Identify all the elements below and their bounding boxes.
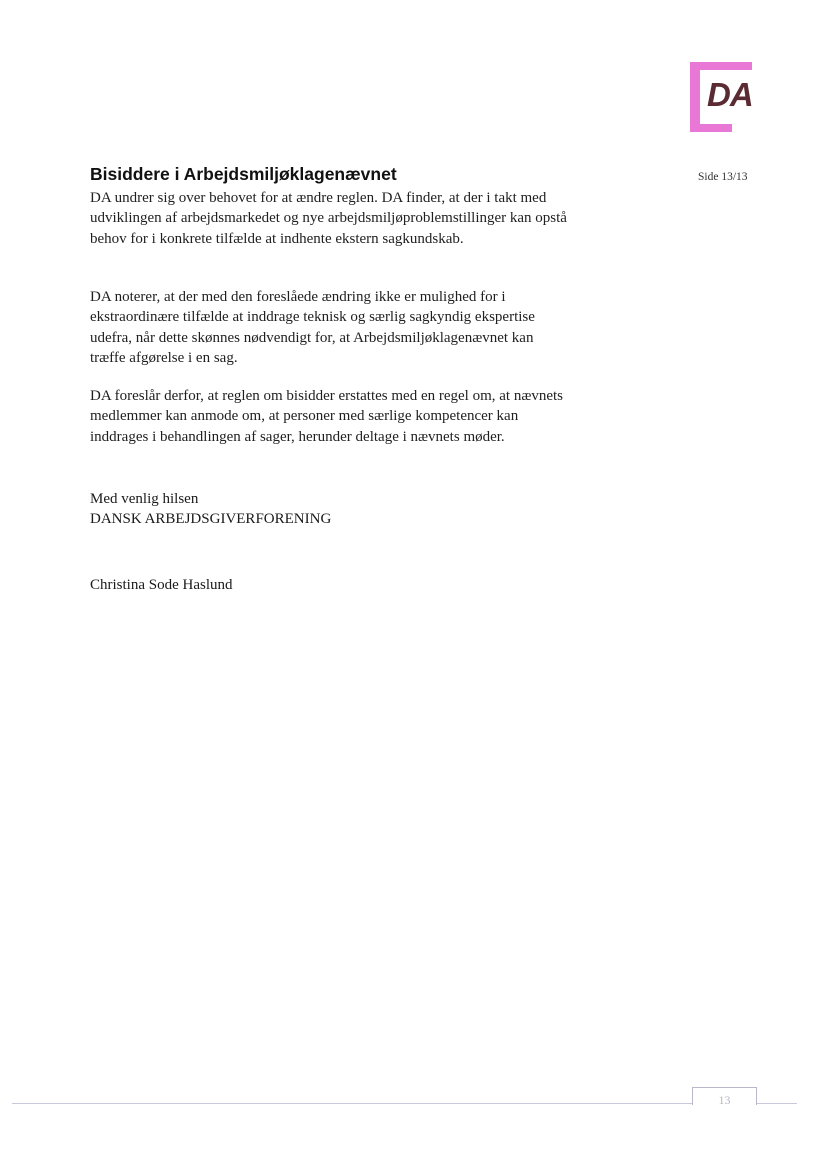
footer-page-number: 13 bbox=[718, 1093, 731, 1107]
footer-rule-right bbox=[757, 1103, 797, 1104]
page-indicator: Side 13/13 bbox=[698, 171, 748, 183]
section-heading: Bisiddere i Arbejdsmiljøklagenævnet bbox=[90, 164, 397, 184]
closing-greeting: Med venlig hilsen bbox=[90, 491, 199, 507]
closing-organization: DANSK ARBEJDSGIVERFORENING bbox=[90, 511, 332, 528]
logo-text: DA bbox=[707, 76, 753, 113]
logo-bracket-top bbox=[690, 62, 752, 70]
signer-name: Christina Sode Haslund bbox=[90, 577, 233, 593]
logo-bracket-bottom bbox=[690, 124, 732, 132]
paragraph-2: DA noterer, at der med den foreslåede ændring ikke er mulighed for i ekstraordinære tilfælde at inddrage teknisk og særlig sagkyndig ekspertise udefra, når dette skønnes nødvendigt for, at Arbejdsmiljøklagenævnet kan træffe afgørelse i en sag. bbox=[90, 289, 535, 366]
paragraph-1: DA undrer sig over behovet for at ændre reglen. DA finder, at der i takt med udviklingen af arbejdsmarkedet og nye arbejdsmiljøproblemstillinger kan opstå behov for i konkrete tilfælde at indhente ekstern sagkundskab. bbox=[90, 190, 567, 247]
closing-block bbox=[90, 489, 331, 530]
logo-bracket-vertical bbox=[690, 62, 700, 132]
paragraph-3: DA foreslår derfor, at reglen om bisidder erstattes med en regel om, at nævnets medlemmer kan anmode om, at personer med særlige kompetencer kan inddrages i behandlingen af sager, herunder deltage i nævnets møder. bbox=[90, 388, 563, 445]
da-logo bbox=[690, 62, 756, 132]
footer-rule bbox=[12, 1103, 692, 1104]
